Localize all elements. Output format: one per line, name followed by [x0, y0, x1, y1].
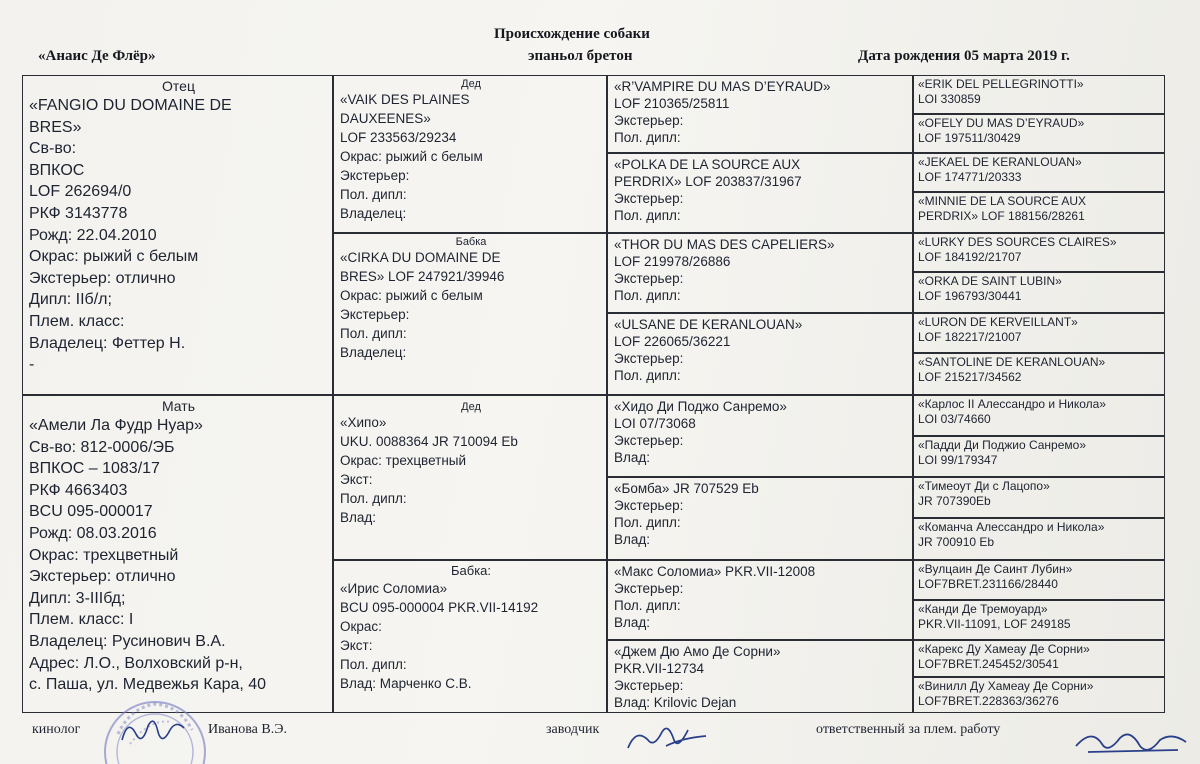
great-great-grandparent-lines — [918, 155, 1161, 185]
great-great-grandparent-lines — [918, 602, 1161, 632]
text-line: Владелец: Феттер Н. — [29, 334, 186, 352]
text-line: «Канди Де Тремоуард» — [918, 602, 1048, 616]
great-great-grandparent-cell — [913, 75, 1165, 114]
document-title: Происхождение собаки — [494, 26, 650, 42]
text-line: «LURKY DES SOURCES CLAIRES» — [918, 235, 1117, 249]
grandparent-label: Бабка — [455, 236, 487, 248]
text-line: ВПКОС — [29, 161, 85, 179]
text-line: Влад: — [614, 450, 651, 465]
great-grandparent-lines — [614, 643, 908, 711]
text-line: «Винилл Ду Хамеау Де Сорни» — [918, 679, 1094, 693]
text-line: Экстерьер: отлично — [29, 269, 176, 287]
text-line: ВПКОС – 1083/17 — [29, 460, 160, 478]
text-line: Пол. дипл: — [340, 187, 407, 202]
cynologist-label: кинолог — [32, 722, 81, 737]
grandsire-paternal-cell — [333, 75, 607, 233]
text-line: Плем. класс: I — [29, 611, 134, 629]
responsible-label: ответственный за плем. работу — [816, 722, 1001, 737]
text-line: Влад: — [614, 615, 651, 630]
great-great-grandparent-cell — [913, 233, 1165, 272]
text-line: BRES» — [29, 118, 82, 136]
text-line: LOF 196793/30441 — [918, 289, 1022, 303]
text-line: Пол. дипл: — [614, 515, 681, 530]
text-line: Окрас: трехцветный — [340, 453, 467, 468]
text-line: PERDRIX» LOF 203837/31967 — [614, 174, 802, 189]
grandsire-maternal-cell — [333, 395, 607, 560]
cynologist-signature-icon — [118, 712, 188, 750]
great-grandparent-cell — [607, 395, 913, 477]
text-line: Экстерьер: — [340, 168, 410, 183]
great-great-grandparent-lines — [918, 315, 1161, 345]
text-line: Св-во: — [29, 140, 77, 158]
great-great-grandparent-cell — [913, 192, 1165, 233]
text-line: «Тимеоут Ди с Лацопо» — [918, 479, 1050, 493]
text-line: Дипл: 3-IIIбд; — [29, 589, 126, 607]
text-line: «OFELY DU MAS D’EYRAUD» — [918, 116, 1085, 130]
text-line: Св-во: 812-0006/ЭБ — [29, 438, 175, 456]
grandparent-lines — [340, 90, 602, 223]
text-line: Дипл: IIб/л; — [29, 291, 112, 309]
text-line: Окрас: рыжий с белым — [29, 248, 199, 266]
granddam-paternal-cell — [333, 233, 607, 395]
great-grandparent-lines — [614, 236, 908, 304]
great-grandparent-lines — [614, 156, 908, 224]
text-line: Пол. дипл: — [614, 598, 681, 613]
text-line: PERDRIX» LOF 188156/28261 — [918, 209, 1085, 223]
text-line: «POLKA DE LA SOURCE AUX — [614, 157, 801, 172]
great-great-grandparent-lines — [918, 679, 1161, 709]
responsible-signature-icon — [1068, 722, 1193, 764]
text-line: Пол. дипл: — [340, 491, 407, 506]
breeder-signature-icon — [622, 718, 712, 758]
text-line: Экстерьер: — [614, 191, 684, 206]
text-line: «Джем Дю Амо Де Сорни» — [614, 644, 781, 659]
text-line: Пол. дипл: — [614, 130, 681, 145]
great-great-grandparent-cell — [913, 114, 1165, 153]
text-line: Экстерьер: — [614, 113, 684, 128]
text-line: LOF 210365/25811 — [614, 96, 730, 111]
great-grandparent-lines — [614, 480, 908, 548]
mother-label: Мать — [161, 398, 195, 414]
text-line: Пол. дипл: — [614, 208, 681, 223]
text-line: РКФ 4663403 — [29, 481, 128, 499]
text-line: Владелец: Русинович В.А. — [29, 632, 226, 650]
text-line: Владелец: — [340, 345, 407, 360]
text-line: Экстерьер: — [614, 433, 684, 448]
text-line: Пол. дипл: — [340, 657, 407, 672]
birth-date: Дата рождения 05 марта 2019 г. — [858, 48, 1070, 64]
text-line: «CIRKA DU DOMAINE DE — [340, 250, 501, 265]
text-line: JR 707390Eb — [918, 494, 991, 508]
text-line: Адрес: Л.О., Волховский р-н, — [29, 654, 243, 672]
great-great-grandparent-cell — [913, 518, 1165, 560]
text-line: «SANTOLINE DE KERANLOUAN» — [918, 355, 1106, 369]
text-line: «FANGIO DU DOMAINE DE — [29, 97, 232, 114]
grandparent-lines — [340, 413, 602, 527]
breed: эпаньол бретон — [528, 48, 633, 64]
text-line: LOF 233563/29234 — [340, 130, 457, 145]
great-grandparent-cell — [607, 313, 913, 395]
great-great-grandparent-cell — [913, 560, 1165, 600]
grandparent-label: Дед — [461, 401, 481, 413]
text-line: LOF 182217/21007 — [918, 330, 1022, 344]
text-line: LOI 03/74660 — [918, 412, 991, 426]
great-great-grandparent-lines — [918, 642, 1161, 672]
grandparent-label: Бабка: — [450, 563, 492, 578]
text-line: Влад: Марченко С.В. — [340, 676, 472, 691]
text-line: Экст: — [340, 638, 373, 653]
text-line: «Амели Ла Фудр Нуар» — [29, 417, 203, 434]
great-great-grandparent-lines — [918, 235, 1161, 265]
father-cell — [22, 75, 333, 395]
text-line: PKR.VII-12734 — [614, 661, 705, 676]
text-line: Экстерьер: — [614, 271, 684, 286]
text-line: Экст: — [340, 472, 373, 487]
text-line: Экстерьер: — [614, 498, 684, 513]
great-grandparent-lines — [614, 316, 908, 384]
text-line: LOF 184192/21707 — [918, 250, 1022, 264]
mother-cell — [22, 395, 333, 713]
text-line: Рожд: 08.03.2016 — [29, 524, 157, 542]
father-lines — [29, 95, 328, 376]
text-line: LOF 197511/30429 — [918, 131, 1021, 145]
mother-lines — [29, 415, 328, 696]
text-line: «ULSANE DE KERANLOUAN» — [614, 317, 803, 332]
text-line: Рожд: 22.04.2010 — [29, 226, 157, 244]
text-line: Окрас: рыжий с белым — [340, 149, 483, 164]
text-line: с. Паша, ул. Медвежья Кара, 40 — [29, 676, 267, 694]
text-line: Влад: — [340, 510, 377, 525]
text-line: DAUXEENES» — [340, 111, 431, 126]
great-great-grandparent-lines — [918, 397, 1161, 427]
great-grandparent-cell — [607, 640, 913, 713]
great-great-grandparent-cell — [913, 677, 1165, 713]
text-line: LOF7BRET.231166/28440 — [918, 577, 1058, 591]
text-line: LOF 219978/26886 — [614, 254, 731, 269]
text-line: «LURON DE KERVEILLANT» — [918, 315, 1078, 329]
text-line: Пол. дипл: — [614, 368, 681, 383]
great-great-grandparent-cell — [913, 313, 1165, 353]
text-line: «VAIK DES PLAINES — [340, 92, 470, 107]
great-great-grandparent-lines — [918, 355, 1161, 385]
father-label: Отец — [162, 78, 195, 94]
text-line: «THOR DU MAS DES CAPELIERS» — [614, 237, 835, 252]
cynologist-name: Иванова В.Э. — [208, 722, 287, 737]
text-line: LOF 262694/0 — [29, 183, 132, 201]
great-great-grandparent-cell — [913, 436, 1165, 477]
text-line: PKR.VII-11091, LOF 249185 — [918, 617, 1071, 631]
text-line: LOF 215217/34562 — [918, 370, 1022, 384]
great-great-grandparent-lines — [918, 562, 1161, 592]
text-line: «Хидо Ди Поджо Санремо» — [614, 399, 787, 414]
grandparent-lines — [340, 579, 602, 693]
great-great-grandparent-cell — [913, 640, 1165, 677]
great-grandparent-lines — [614, 78, 908, 146]
text-line: Окрас: — [340, 619, 382, 634]
great-grandparent-cell — [607, 560, 913, 640]
great-grandparent-lines — [614, 563, 908, 631]
text-line: Окрас: трехцветный — [29, 546, 179, 564]
great-great-grandparent-cell — [913, 600, 1165, 640]
text-line: Плем. класс: — [29, 312, 125, 330]
text-line: JR 700910 Eb — [918, 535, 995, 549]
great-great-grandparent-lines — [918, 77, 1161, 107]
text-line: BCU 095-000017 — [29, 503, 153, 521]
text-line: LOI 07/73068 — [614, 416, 696, 431]
text-line: Владелец: — [340, 206, 407, 221]
text-line: «Карекс Ду Хамеау Де Сорни» — [918, 642, 1090, 656]
text-line: «Хипо» — [340, 415, 387, 430]
text-line: «ORKA DE SAINT LUBIN» — [918, 274, 1062, 288]
great-great-grandparent-lines — [918, 520, 1161, 550]
text-line: LOF7BRET.228363/36276 — [918, 694, 1059, 708]
text-line: Влад: Krilovic Dejan — [614, 695, 737, 710]
text-line: «MINNIE DE LA SOURCE AUX — [918, 194, 1087, 208]
text-line: Экстерьер: — [340, 307, 410, 322]
great-grandparent-cell — [607, 233, 913, 313]
text-line: «Вулцаин Де Саинт Лубин» — [918, 562, 1073, 576]
text-line: «Бомба» JR 707529 Eb — [614, 481, 759, 496]
grandparent-lines — [340, 248, 602, 362]
great-great-grandparent-cell — [913, 477, 1165, 518]
granddam-maternal-cell — [333, 560, 607, 713]
text-line: «Карлос II Алессандро и Никола» — [918, 397, 1106, 411]
text-line: «Ирис Соломиа» — [340, 581, 448, 596]
great-great-grandparent-cell — [913, 272, 1165, 313]
great-great-grandparent-lines — [918, 194, 1161, 224]
great-great-grandparent-lines — [918, 479, 1161, 509]
great-grandparent-lines — [614, 398, 908, 466]
great-grandparent-cell — [607, 153, 913, 233]
text-line: UKU. 0088364 JR 710094 Eb — [340, 434, 518, 449]
text-line: Экстерьер: отлично — [29, 568, 176, 586]
dog-name: «Анаис Де Флёр» — [38, 48, 156, 64]
great-great-grandparent-cell — [913, 353, 1165, 395]
text-line: «JEKAEL DE KERANLOUAN» — [918, 155, 1082, 169]
text-line: - — [29, 356, 35, 374]
text-line: РКФ 3143778 — [29, 204, 128, 222]
great-great-grandparent-lines — [918, 438, 1161, 468]
text-line: Пол. дипл: — [340, 326, 407, 341]
text-line: Влад: — [614, 532, 651, 547]
text-line: Пол. дипл: — [614, 288, 681, 303]
great-grandparent-cell — [607, 477, 913, 560]
text-line: «Падди Ди Поджио Санремо» — [918, 438, 1086, 452]
great-great-grandparent-cell — [913, 153, 1165, 192]
text-line: LOF 226065/36221 — [614, 334, 731, 349]
breeder-label: заводчик — [546, 722, 600, 737]
great-great-grandparent-lines — [918, 116, 1161, 146]
text-line: Экстерьер: — [614, 678, 684, 693]
text-line: Экстерьер: — [614, 581, 684, 596]
text-line: «R’VAMPIRE DU MAS D’EYRAUD» — [614, 79, 831, 94]
text-line: BCU 095-000004 PKR.VII-14192 — [340, 600, 539, 615]
text-line: «Команча Алессандро и Никола» — [918, 520, 1105, 534]
text-line: LOI 330859 — [918, 92, 981, 106]
text-line: Экстерьер: — [614, 351, 684, 366]
text-line: LOF7BRET.245452/30541 — [918, 657, 1059, 671]
great-grandparent-cell — [607, 75, 913, 153]
text-line: «ERIK DEL PELLEGRINOTTI» — [918, 77, 1084, 91]
text-line: LOF 174771/20333 — [918, 170, 1022, 184]
text-line: «Макс Соломиа» PKR.VII-12008 — [614, 564, 816, 579]
text-line: LOI 99/179347 — [918, 453, 998, 467]
text-line: Окрас: рыжий с белым — [340, 288, 483, 303]
grandparent-label: Дед — [461, 78, 481, 90]
great-great-grandparent-lines — [918, 274, 1161, 304]
great-great-grandparent-cell — [913, 395, 1165, 436]
text-line: BRES» LOF 247921/39946 — [340, 269, 505, 284]
